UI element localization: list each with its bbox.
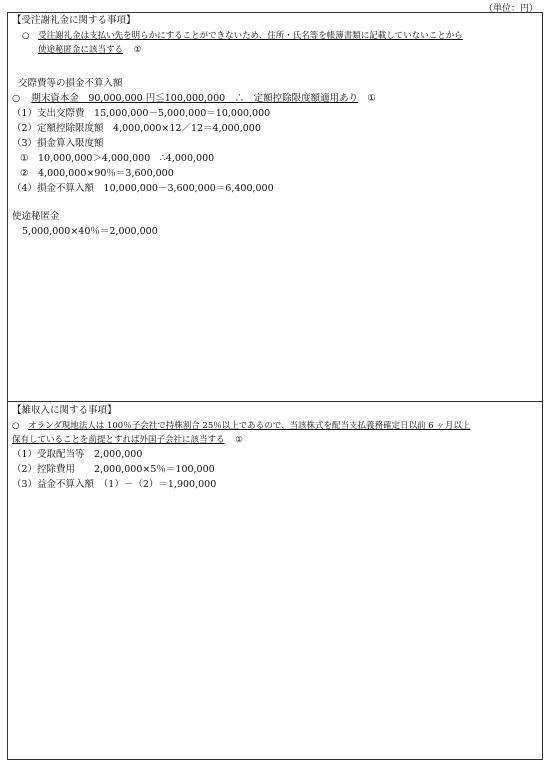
answer-sheet-frame	[7, 12, 543, 760]
entertainment-item-3-1: ① 10,000,000＞4,000,000 ∴4,000,000	[20, 153, 215, 164]
section2-line1	[12, 420, 470, 432]
entertainment-item-4: （4）損金不算入額 10,000,000－3,600,000＝6,400,000	[12, 183, 274, 194]
secret-funds-title: 使途秘匿金	[12, 211, 60, 222]
section2-line2-text: 保有していることを前提とすれば外国子会社に該当する	[12, 435, 225, 445]
score-mark: ①	[133, 45, 142, 55]
dividend-item-3: （3）益金不算入額 （1）－（2）＝1,900,000	[12, 479, 217, 490]
entertainment-item-1: （1）支出交際費 15,000,000－5,000,000＝10,000,000	[12, 108, 271, 119]
section1-line1-text: 受注謝礼金は支払い先を明らかにすることができないため、住所・氏名等を帳簿書類に記載していないことから	[38, 31, 463, 41]
score-mark: ①	[367, 93, 376, 104]
secret-funds-calc: 5,000,000×40％＝2,000,000	[22, 226, 158, 237]
section1-line1b-text: 使途秘匿金に該当する	[38, 45, 124, 55]
entertainment-title: 交際費等の損金不算入額	[18, 78, 123, 89]
section2-line1-text: オランダ現地法人は 100％子会社で持株割合 25％以上であるので、当該株式を配当支払義務確定日以前 6 ヶ月以上	[28, 421, 471, 431]
capital-line	[12, 93, 376, 105]
circle-mark: ○	[22, 31, 30, 41]
section2-line2	[12, 434, 243, 446]
capital-text: 期末資本金 90,000,000 円≦100,000,000 ∴ 定額控除限度額適用あり	[31, 93, 359, 104]
unit-label: （単位：円）	[483, 4, 538, 14]
entertainment-item-2: （2）定額控除限度額 4,000,000×12／12＝4,000,000	[12, 123, 261, 134]
section1-line1	[22, 30, 463, 42]
circle-mark: ○	[12, 421, 20, 431]
section1-line1b	[38, 44, 141, 56]
dividend-item-1: （1）受取配当等 2,000,000	[12, 449, 143, 460]
section2-title: 【雑収入に関する事項】	[12, 405, 117, 416]
entertainment-item-3: （3）損金算入限度額	[12, 138, 104, 149]
section2	[8, 401, 542, 490]
section1-title: 【受注謝礼金に関する事項】	[12, 15, 136, 26]
entertainment-item-3-2: ② 4,000,000×90％＝3,600,000	[20, 168, 174, 179]
dividend-item-2: （2）控除費用 2,000,000×5％＝100,000	[12, 464, 215, 475]
circle-mark: ○	[12, 93, 21, 104]
score-mark: ①	[235, 435, 243, 445]
